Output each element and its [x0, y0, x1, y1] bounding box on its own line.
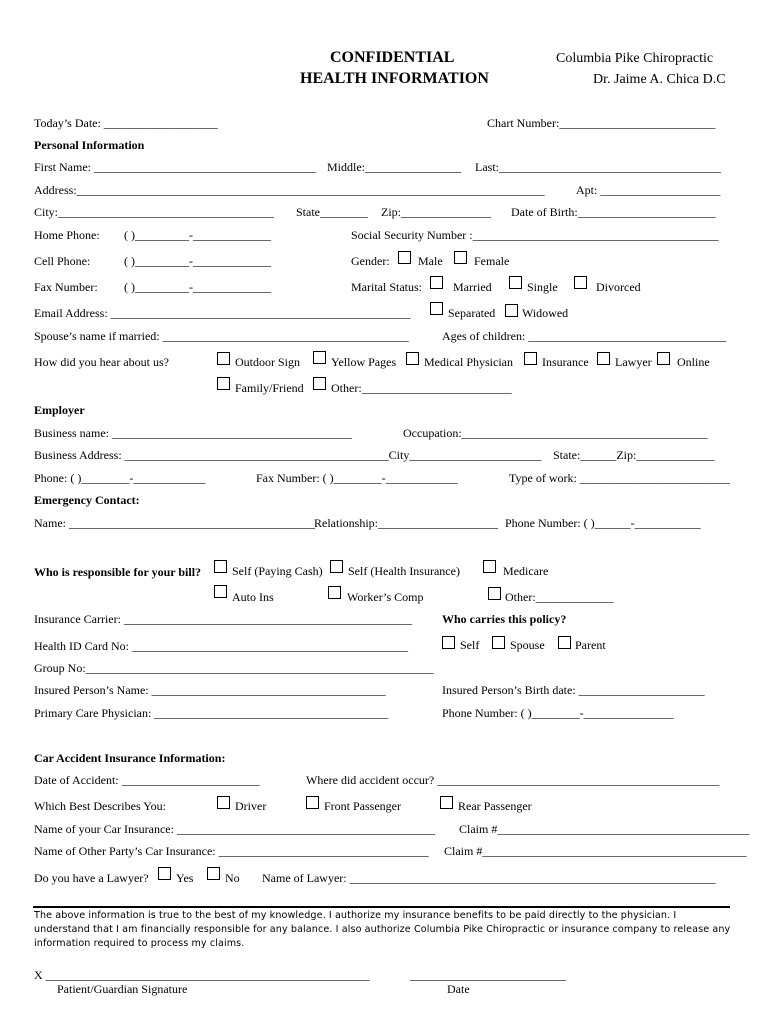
rear-passenger-label: Rear Passenger — [458, 799, 532, 813]
driver-checkbox[interactable] — [217, 796, 230, 809]
workers-comp-checkbox[interactable] — [328, 586, 341, 599]
zip-field[interactable]: Zip:_______________ — [381, 205, 491, 219]
medicare-checkbox[interactable] — [483, 560, 496, 573]
married-label: Married — [453, 280, 492, 294]
male-checkbox[interactable] — [398, 251, 411, 264]
apt-field[interactable]: Apt: ____________________ — [576, 183, 721, 197]
accident-location-field[interactable]: Where did accident occur? _______________________________________________ — [306, 773, 720, 787]
type-of-work-field[interactable]: Type of work: _________________________ — [509, 471, 730, 485]
employer-fax-field[interactable]: Fax Number: ( )________-____________ — [256, 471, 458, 485]
form-title-line1: CONFIDENTIAL — [330, 49, 455, 66]
policy-parent-label: Parent — [575, 638, 606, 652]
business-state-zip-field[interactable]: State:______Zip:_____________ — [553, 448, 715, 462]
family-friend-checkbox[interactable] — [217, 377, 230, 390]
insured-name-field[interactable]: Insured Person’s Name: _______________________________________ — [34, 683, 386, 697]
lawyer-yes-label: Yes — [176, 871, 194, 885]
emergency-contact-heading: Emergency Contact: — [34, 493, 140, 507]
home-phone-field[interactable]: ( )_________-_____________ — [124, 228, 271, 242]
single-label: Single — [527, 280, 558, 294]
lawyer-question: Do you have a Lawyer? — [34, 871, 149, 885]
lawyer-no-label: No — [225, 871, 240, 885]
signature-label: Patient/Guardian Signature — [57, 982, 188, 996]
date-of-birth-field[interactable]: Date of Birth:_______________________ — [511, 205, 716, 219]
middle-name-field[interactable]: Middle:________________ — [327, 160, 461, 174]
separated-label: Separated — [448, 306, 496, 320]
insured-birth-date-field[interactable]: Insured Person’s Birth date: _____________________ — [442, 683, 705, 697]
family-friend-label: Family/Friend — [235, 381, 304, 395]
doctor-name: Dr. Jaime A. Chica D.C — [593, 72, 726, 87]
lawyer-checkbox[interactable] — [597, 352, 610, 365]
self-paying-cash-checkbox[interactable] — [214, 560, 227, 573]
emergency-phone-field[interactable]: Phone Number: ( )______-___________ — [505, 516, 701, 530]
home-phone-label: Home Phone: — [34, 228, 100, 242]
referral-question: How did you hear about us? — [34, 355, 169, 369]
authorization-statement: The above information is true to the best of my knowledge. I authorize my insurance benefits to be paid directly to the physician. I understand that I am financially responsible for any balance. I also authorize Columbia Pike Chiropractic or insurance company to release any information required to process my claims. — [34, 910, 731, 949]
first-name-field[interactable]: First Name: _____________________________________ — [34, 160, 316, 174]
gender-label: Gender: — [351, 254, 390, 268]
outdoor-sign-label: Outdoor Sign — [235, 355, 301, 369]
health-id-field[interactable]: Health ID Card No: ______________________________________________ — [34, 639, 408, 653]
emergency-name-field[interactable]: Name: _________________________________________ — [34, 516, 315, 530]
car-insurance-field[interactable]: Name of your Car Insurance: ___________________________________________ — [34, 822, 435, 836]
policy-spouse-checkbox[interactable] — [492, 636, 505, 649]
todays-date-field[interactable]: Today’s Date: ___________________ — [34, 116, 218, 130]
physician-phone-field[interactable]: Phone Number: ( )________-_______________ — [442, 706, 674, 720]
female-label: Female — [474, 254, 510, 268]
car-accident-heading: Car Accident Insurance Information: — [34, 751, 226, 765]
signature-line[interactable]: X ______________________________________________________ — [34, 968, 370, 982]
state-field[interactable]: State________ — [296, 205, 368, 219]
yellow-pages-label: Yellow Pages — [331, 355, 397, 369]
insurance-label: Insurance — [542, 355, 589, 369]
policy-parent-checkbox[interactable] — [558, 636, 571, 649]
lawyer-no-checkbox[interactable] — [207, 867, 220, 880]
other-referral-field[interactable]: Other:_________________________ — [331, 381, 512, 395]
other-referral-checkbox[interactable] — [313, 377, 326, 390]
self-health-insurance-label: Self (Health Insurance) — [348, 564, 460, 578]
email-field[interactable]: Email Address: __________________________________________________ — [34, 306, 411, 320]
primary-care-physician-field[interactable]: Primary Care Physician: _______________________________________ — [34, 706, 389, 720]
male-label: Male — [418, 254, 443, 268]
fax-number-field[interactable]: ( )_________-_____________ — [124, 280, 271, 294]
insurance-carrier-field[interactable]: Insurance Carrier: ________________________________________________ — [34, 612, 412, 626]
medicare-label: Medicare — [503, 564, 549, 578]
form-title-line2: HEALTH INFORMATION — [300, 70, 489, 87]
policy-spouse-label: Spouse — [510, 638, 545, 652]
personal-info-heading: Personal Information — [34, 138, 145, 152]
group-number-field[interactable]: Group No:__________________________________________________________ — [34, 661, 434, 675]
ages-of-children-field[interactable]: Ages of children: _________________________________ — [442, 329, 727, 343]
car-insurance-claim-field[interactable]: Claim #__________________________________________ — [459, 822, 750, 836]
single-checkbox[interactable] — [509, 276, 522, 289]
policy-self-label: Self — [460, 638, 480, 652]
accident-date-field[interactable]: Date of Accident: _______________________ — [34, 773, 260, 787]
outdoor-sign-checkbox[interactable] — [217, 352, 230, 365]
auto-ins-checkbox[interactable] — [214, 585, 227, 598]
ssn-field[interactable]: Social Security Number :_________________________________________ — [351, 228, 719, 242]
policy-holder-question: Who carries this policy? — [442, 612, 567, 626]
medical-physician-checkbox[interactable] — [406, 352, 419, 365]
rear-passenger-checkbox[interactable] — [440, 796, 453, 809]
emergency-relationship-field[interactable]: Relationship:____________________ — [314, 516, 498, 530]
lawyer-label: Lawyer — [615, 355, 652, 369]
employer-phone-field[interactable]: Phone: ( )________-____________ — [34, 471, 206, 485]
spouse-name-field[interactable]: Spouse’s name if married: _________________________________________ — [34, 329, 409, 343]
other-party-insurance-field[interactable]: Name of Other Party’s Car Insurance: ___________________________________ — [34, 844, 429, 858]
lawyer-name-field[interactable]: Name of Lawyer: _____________________________________________________________ — [262, 871, 716, 885]
auto-ins-label: Auto Ins — [232, 590, 274, 604]
footer-divider — [33, 906, 730, 908]
yellow-pages-checkbox[interactable] — [313, 351, 326, 364]
online-label: Online — [677, 355, 710, 369]
employer-heading: Employer — [34, 403, 85, 417]
widowed-checkbox[interactable] — [505, 304, 518, 317]
other-billing-checkbox[interactable] — [488, 587, 501, 600]
self-health-insurance-checkbox[interactable] — [330, 560, 343, 573]
workers-comp-label: Worker’s Comp — [347, 590, 424, 604]
married-checkbox[interactable] — [430, 276, 443, 289]
widowed-label: Widowed — [522, 306, 569, 320]
cell-phone-field[interactable]: ( )_________-_____________ — [124, 254, 271, 268]
clinic-name: Columbia Pike Chiropractic — [556, 51, 714, 66]
signature-date-line[interactable]: __________________________ — [410, 968, 566, 982]
lawyer-yes-checkbox[interactable] — [158, 867, 171, 880]
chart-number-field[interactable]: Chart Number:__________________________ — [487, 116, 716, 130]
front-passenger-label: Front Passenger — [324, 799, 401, 813]
medical-physician-label: Medical Physician — [424, 355, 513, 369]
address-field[interactable]: Address:______________________________________________________________________________ — [34, 183, 545, 197]
self-paying-cash-label: Self (Paying Cash) — [232, 564, 323, 578]
other-billing-field[interactable]: Other:_____________ — [505, 590, 614, 604]
marital-status-label: Marital Status: — [351, 280, 422, 294]
cell-phone-label: Cell Phone: — [34, 254, 91, 268]
city-field[interactable]: City:____________________________________ — [34, 205, 275, 219]
driver-label: Driver — [235, 799, 267, 813]
business-name-field[interactable]: Business name: ________________________________________ — [34, 426, 352, 440]
divorced-checkbox[interactable] — [574, 276, 587, 289]
fax-number-label: Fax Number: — [34, 280, 98, 294]
separated-checkbox[interactable] — [430, 302, 443, 315]
other-party-claim-field[interactable]: Claim #____________________________________________ — [444, 844, 747, 858]
policy-self-checkbox[interactable] — [442, 636, 455, 649]
bill-responsibility-question: Who is responsible for your bill? — [34, 565, 202, 579]
divorced-label: Divorced — [596, 280, 641, 294]
front-passenger-checkbox[interactable] — [306, 796, 319, 809]
business-address-field[interactable]: Business Address: ____________________________________________City______________________ — [34, 448, 542, 462]
insurance-checkbox[interactable] — [524, 352, 537, 365]
signature-date-label: Date — [447, 982, 470, 996]
female-checkbox[interactable] — [454, 251, 467, 264]
occupation-field[interactable]: Occupation:_________________________________________ — [403, 426, 708, 440]
online-checkbox[interactable] — [657, 352, 670, 365]
role-question: Which Best Describes You: — [34, 799, 166, 813]
last-name-field[interactable]: Last:_____________________________________ — [475, 160, 721, 174]
